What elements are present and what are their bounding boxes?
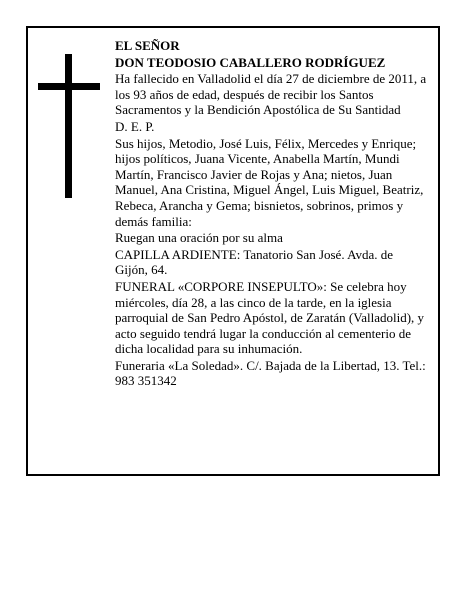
family-list: Sus hijos, Metodio, José Luis, Félix, Mercedes y Enrique; hijos políticos, Juana Vicente, Anabella Martín, Mundi Martín, Francisco Javier de Rojas y Ana; nietos, Juan Manuel, Ana Cristina, Miguel Ángel, Luis Miguel, Beatriz, Rebeca, Arancha y Gema; bisnietos, sobrinos, primos y demás familia: <box>115 135 424 229</box>
notice-title: EL SEÑOR <box>115 38 180 53</box>
chapel-info: CAPILLA ARDIENTE: Tanatorio San José. Avda. de Gijón, 64. <box>115 246 394 278</box>
obituary-notice <box>26 26 440 476</box>
cross-vertical-bar <box>65 54 72 198</box>
funeral-home-info: Funeraria «La Soledad». C/. Bajada de la Libertad, 13. Tel.: 983 351342 <box>115 357 426 389</box>
funeral-info: FUNERAL «CORPORE INSEPULTO»: Se celebra hoy miércoles, día 28, a las cinco de la tarde, en la iglesia parroquial de San Pedro Apóstol, de Zaratán (Valladolid), y acto seguido tendrá lugar la conducción al cementerio de dicha localidad para su inhumación. <box>115 278 425 357</box>
deceased-name: DON TEODOSIO CABALLERO RODRÍGUEZ <box>115 54 386 70</box>
rip-text: D. E. P. <box>115 118 155 134</box>
death-announcement: Ha fallecido en Valladolid el día 27 de diciembre de 2011, a los 93 años de edad, después de recibir los Santos Sacramentos y la Bendición Apostólica de Su Santidad <box>115 71 427 118</box>
cross-horizontal-bar <box>38 83 100 90</box>
prayer-request: Ruegan una oración por su alma <box>115 230 283 246</box>
notice-body <box>115 38 427 390</box>
latin-cross-icon <box>38 54 100 198</box>
